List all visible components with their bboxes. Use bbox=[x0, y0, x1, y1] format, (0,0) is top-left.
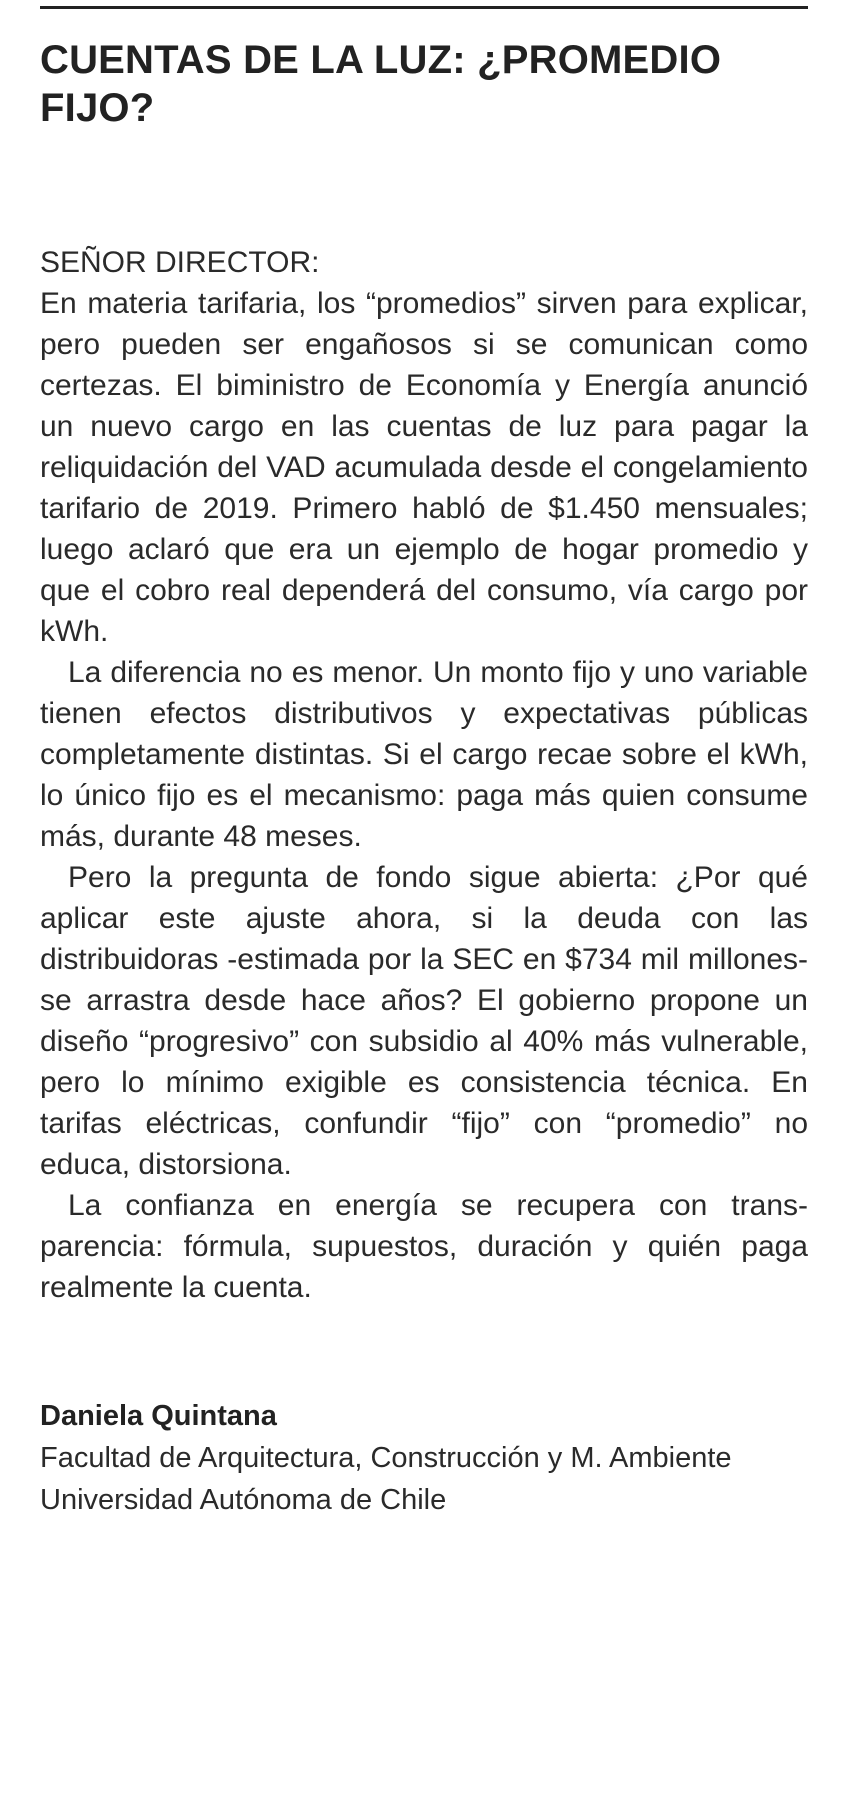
signature-block bbox=[40, 1396, 808, 1520]
body-paragraph-3: Pero la pregunta de fondo sigue abierta: ¿Por qué aplicar este ajuste ahora, si la deuda con las distribuidoras -estimada por la SEC en $734 mil millones- se arrastra desde hace años? El gobierno propone un diseño “progresivo” con subsidio al 40% más vulnerable, pero lo mínimo exigible es consistencia técnica. En tarifas eléctricas, confundir “fijo” con “promedio” no educa, distorsiona. bbox=[40, 861, 808, 1181]
author-affiliation-university: Universidad Autónoma de Chile bbox=[40, 1484, 447, 1516]
body-paragraph-2: La diferencia no es menor. Un monto fijo y uno variable tienen efectos distributivos y expectativas públicas completamente distintas. Si el cargo recae sobre el kWh, lo único fijo es el mecanismo: paga más quien consume más, durante 48 meses. bbox=[40, 656, 808, 853]
letter-column bbox=[40, 36, 808, 1520]
top-divider bbox=[40, 6, 808, 9]
author-affiliation-faculty: Facultad de Arquitectura, Construcción y M. Ambiente bbox=[40, 1442, 732, 1474]
body-paragraph-1: En materia tarifaria, los “promedios” sirven para explicar, pero pueden ser engañosos si se comunican como certezas. El biministro de Economía y Energía anunció un nuevo cargo en las cuentas de luz para pagar la reliquidación del VAD acumulada desde el congelamiento tarifario de 2019. Primero habló de $1.450 mensuales; luego aclaró que era un ejemplo de hogar promedio y que el cobro real dependerá del consumo, vía cargo por kWh. bbox=[40, 287, 808, 648]
salutation: SEÑOR DIRECTOR: bbox=[40, 246, 320, 279]
author-name: Daniela Quintana bbox=[40, 1400, 277, 1432]
body-paragraph-4: La confianza en energía se recupera con transparencia: fórmula, supuestos, duración y quién paga realmente la cuenta. bbox=[40, 1189, 808, 1304]
headline: CUENTAS DE LA LUZ: ¿PROMEDIO FIJO? bbox=[40, 38, 722, 130]
